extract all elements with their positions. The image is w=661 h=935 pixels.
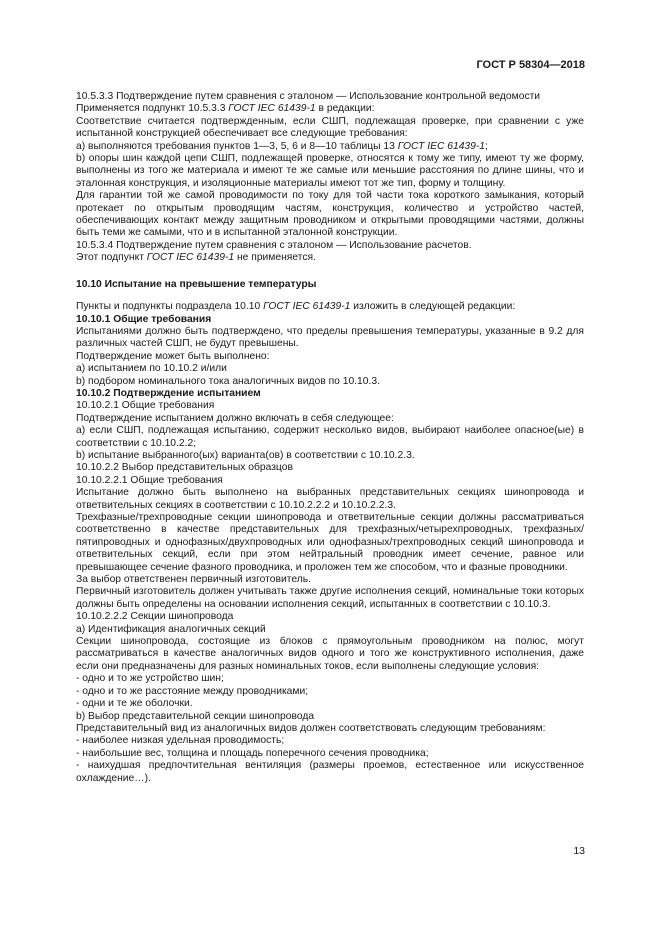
document-header: ГОСТ Р 58304—2018 [476, 59, 585, 71]
subsection-heading: 10.10.2 Подтверждение испытанием [76, 387, 261, 399]
paragraph: Применяется подпункт 10.5.3.3 ГОСТ IEC 61439-1 в редакции: [76, 103, 375, 115]
paragraph: Испытаниями должно быть подтверждено, что пределы превышения температуры, указанные в 9.2 для различных частей СШП, не будут превышены. [76, 325, 584, 350]
standard-reference: ГОСТ IEC 61439-1 [397, 140, 486, 152]
paragraph: 10.10.2.2.2 Секции шинопровода [76, 611, 234, 623]
section-heading: 10.10 Испытание на превышение температуры [76, 278, 317, 290]
paragraph: 10.10.2.2 Выбор представительных образцов [76, 462, 293, 474]
list-item: - наибольшие вес, толщина и площадь поперечного сечения проводника; [76, 747, 429, 759]
standard-reference: ГОСТ IEC 61439-1 [263, 301, 351, 313]
paragraph: Испытание должно быть выполнено на выбранных представительных секциях шинопровода и ответвительных секциях в соответствии с 10.10.2.2.2 и 10.10.2.2.3. [76, 487, 584, 511]
list-item: - одно и то же устройство шин; [76, 673, 224, 685]
paragraph: a) Идентификация аналогичных секций [76, 623, 266, 635]
list-item: a) если СШП, подлежащая испытанию, содержит несколько видов, выбирают наиболее опасное(ые) в соответствии с 10.10.2.2; [76, 425, 584, 449]
paragraph: За выбор ответственен первичный изготовитель. [76, 574, 311, 586]
paragraph: Этот подпункт ГОСТ IEC 61439-1 не применяется. [76, 252, 316, 264]
paragraph: 10.10.2.1 Общие требования [76, 400, 215, 412]
paragraph: Секции шинопровода, состоящие из блоков с прямоугольным проводником на полюс, могут рассматриваться в качестве аналогичных видов одного и того же конструктивного исполнения, даже если они предназначены для разных номинальных токов, если выполнены следующие условия: [76, 636, 584, 672]
document-body [76, 91, 584, 785]
paragraph: a) выполняются требования пунктов 1—3, 5, 6 и 8—10 таблицы 13 ГОСТ IEC 61439-1; [76, 140, 488, 152]
paragraph: b) Выбор представительной секции шинопровода [76, 710, 315, 722]
paragraph: Представительный вид из аналогичных видов должен соответствовать следующим требованиям: [76, 722, 546, 734]
list-item: - наихудшая предпочтительная вентиляция (размеры проемов, естественное или искусственное охлаждение…). [76, 760, 584, 784]
paragraph: Подтверждение испытанием должно включать в себя следующее: [76, 412, 394, 424]
paragraph: Соответствие считается подтвержденным, если СШП, подлежащая проверке, при сравнении с уже испытанной конструкцией обеспечивает все следующие требования: [76, 115, 584, 140]
list-item: a) испытанием по 10.10.2 и/или [76, 363, 227, 375]
paragraph: Пункты и подпункты подраздела 10.10 ГОСТ IEC 61439-1 изложить в следующей редакции: [76, 301, 516, 313]
paragraph: 10.10.2.2.1 Общие требования [76, 474, 223, 486]
subsection-heading: 10.10.1 Общие требования [76, 313, 212, 325]
list-item: - одно и то же расстояние между проводниками; [76, 685, 309, 697]
list-item: - наиболее низкая удельная проводимость; [76, 735, 285, 747]
paragraph: 10.5.3.4 Подтверждение путем сравнения с эталоном — Использование расчетов. [76, 239, 472, 251]
standard-reference: ГОСТ IEC 61439-1 [228, 103, 316, 115]
page-number: 13 [573, 845, 585, 857]
list-item: b) подбором номинального тока аналогичных видов по 10.10.3. [76, 375, 380, 387]
paragraph: 10.5.3.3 Подтверждение путем сравнения с эталоном — Использование контрольной ведомости [76, 91, 541, 102]
paragraph: Первичный изготовитель должен учитывать также другие исполнения секций, номинальные токи которых должны быть определены на основании исполнения секций, испытанных в соответствии с 10.10.3. [76, 586, 584, 610]
paragraph: Для гарантии той же самой проводимости по току для той части тока короткого замыкания, который протекает по открытым проводящим частям, конструкция, количество и устройство частей, обеспечивающих контакт между защитным проводником и открытыми проводящими частями, должны быть теми же самыми, что и в испытанной эталонной конструкции. [76, 190, 584, 239]
paragraph: Подтверждение может быть выполнено: [76, 350, 270, 362]
list-item: - одни и те же оболочки. [76, 698, 193, 710]
paragraph: Трехфазные/трехпроводные секции шинопровода и ответвительные секции должны рассматриваться соответственно в качестве представительных для трехфазных/четырехпроводных, трехфазных/пятипроводных и однофазных/двухпроводных или однофазных/трехпроводных секций шинопровода и ответвительных секций, если при этом нейтральный проводник имеет сечение, равное или превышающее сечение фазного проводника, и проложен тем же способом, что и фазные проводники. [76, 512, 584, 573]
list-item: b) испытание выбранного(ых) варианта(ов) в соответствии с 10.10.2.3. [76, 449, 415, 461]
standard-reference: ГОСТ IEC 61439-1 [146, 252, 235, 264]
paragraph: b) опоры шин каждой цепи СШП, подлежащей проверке, относятся к тому же типу, имеют ту же форму, выполнены из того же материала и имеют те же самые или меньшие расстояния по длине шины, что и эталонная конструкция, и изоляционные материалы имеют тот же тип, форму и толщину. [76, 153, 584, 189]
